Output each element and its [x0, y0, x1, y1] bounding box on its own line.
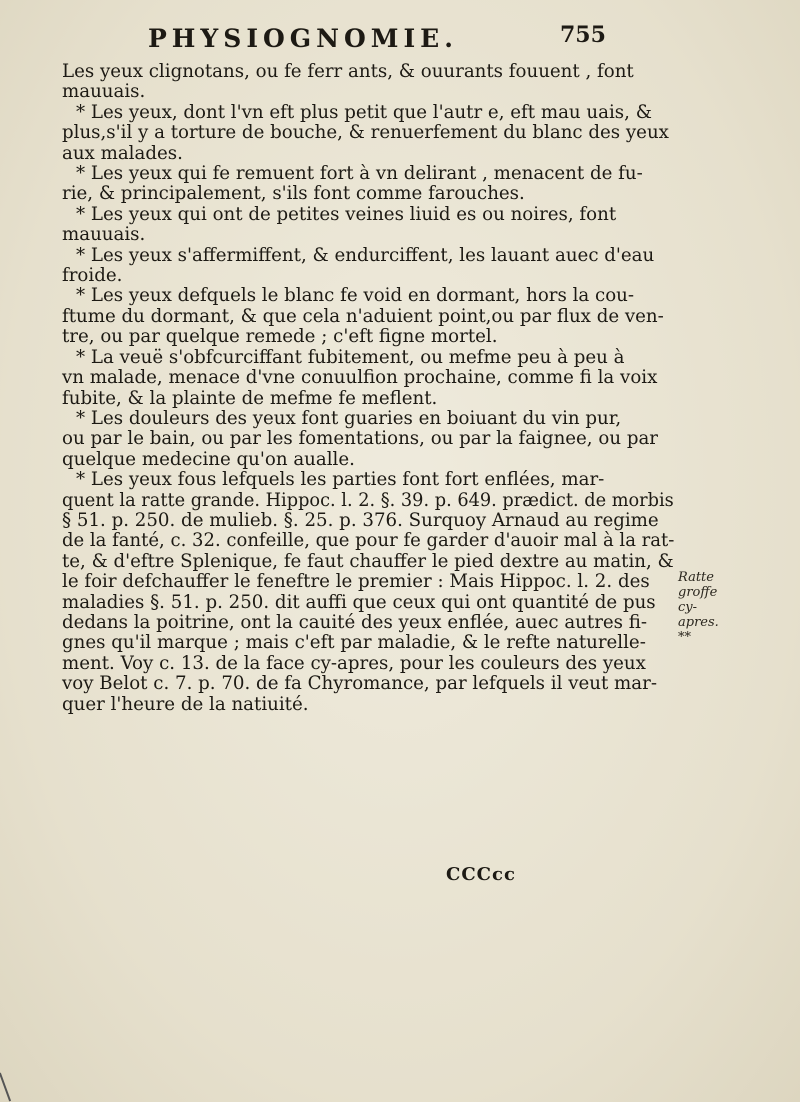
- margin-note: [678, 570, 738, 645]
- margin-note-line: apres.: [678, 615, 719, 630]
- text-line: Les yeux clignotans, ou fe ferr ants, & ouurants fouuent , font: [62, 61, 634, 82]
- text-line: rie, & principalement, s'ils font comme farouches.: [62, 183, 525, 205]
- text-line: * Les yeux, dont l'vn eft plus petit que l'autr e, eft mau uais, &: [76, 101, 652, 123]
- page-number: 755: [560, 22, 606, 48]
- text-line: mauuais.: [62, 81, 146, 103]
- text-line: tre, ou par quelque remede ; c'eft figne mortel.: [62, 326, 498, 348]
- text-line: ou par le bain, ou par les fomentations, ou par la faignee, ou par: [62, 428, 658, 450]
- text-line: quer l'heure de la natiuité.: [62, 693, 309, 715]
- text-line: maladies §. 51. p. 250. dit auffi que ceux qui ont quantité de pus: [62, 591, 656, 613]
- text-line: plus,s'il y a torture de bouche, & renuerfement du blanc des yeux: [62, 122, 669, 144]
- text-line: * Les yeux s'affermiffent, & endurciffent, les lauant auec d'eau: [76, 244, 655, 266]
- margin-note-line: groffe cy-: [678, 585, 718, 615]
- text-line: fubite, & la plainte de mefme fe meflent.: [62, 387, 438, 409]
- text-line: aux malades.: [62, 142, 183, 164]
- text-line: * Les yeux defquels le blanc fe void en dormant, hors la cou-: [76, 285, 635, 307]
- text-line: gnes qu'il marque ; mais c'eft par maladie, & le refte naturelle-: [62, 632, 646, 654]
- text-line: dedans la poitrine, ont la cauité des yeux enflée, auec autres fi-: [62, 611, 648, 633]
- text-line: ment. Voy c. 13. de la face cy-apres, pour les couleurs des yeux: [62, 652, 646, 674]
- text-line: * La veuë s'obfcurciffant fubitement, ou mefme peu à peu à: [76, 346, 625, 368]
- signature-mark: CCCcc: [446, 864, 516, 885]
- text-line: quent la ratte grande. Hippoc. l. 2. §. 39. p. 649. prædict. de morbis: [62, 489, 674, 511]
- text-line: de la fanté, c. 32. confeille, que pour fe garder d'auoir mal à la rat-: [62, 530, 675, 552]
- text-line: vn malade, menace d'vne conuulfion prochaine, comme fi la voix: [62, 367, 658, 389]
- margin-note-line: Ratte: [678, 570, 714, 585]
- margin-note-line: **: [678, 630, 691, 645]
- text-line: * Les yeux fous lefquels les parties font fort enflées, mar-: [76, 469, 605, 491]
- text-line: * Les yeux qui ont de petites veines liuid es ou noires, font: [76, 203, 617, 225]
- page-edge-mark: [0, 1073, 11, 1102]
- text-line: froide.: [62, 265, 123, 287]
- text-line: quelque medecine qu'on aualle.: [62, 448, 355, 470]
- body-text: [62, 62, 674, 715]
- text-line: le foir defchauffer le feneftre le premier : Mais Hippoc. l. 2. des: [62, 571, 650, 593]
- running-head: PHYSIOGNOMIE.: [148, 24, 458, 53]
- text-line: mauuais.: [62, 224, 146, 246]
- text-line: te, & d'eftre Splenique, fe faut chauffer le pied dextre au matin, &: [62, 550, 674, 572]
- text-line: § 51. p. 250. de mulieb. §. 25. p. 376. Surquoy Arnaud au regime: [62, 509, 659, 531]
- text-line: ftume du dormant, & que cela n'aduient point,ou par flux de ven-: [62, 305, 664, 327]
- text-line: voy Belot c. 7. p. 70. de fa Chyromance, par lefquels il veut mar-: [62, 673, 657, 695]
- text-line: * Les douleurs des yeux font guaries en boiuant du vin pur,: [76, 407, 622, 429]
- text-line: * Les yeux qui fe remuent fort à vn delirant , menacent de fu-: [76, 163, 643, 185]
